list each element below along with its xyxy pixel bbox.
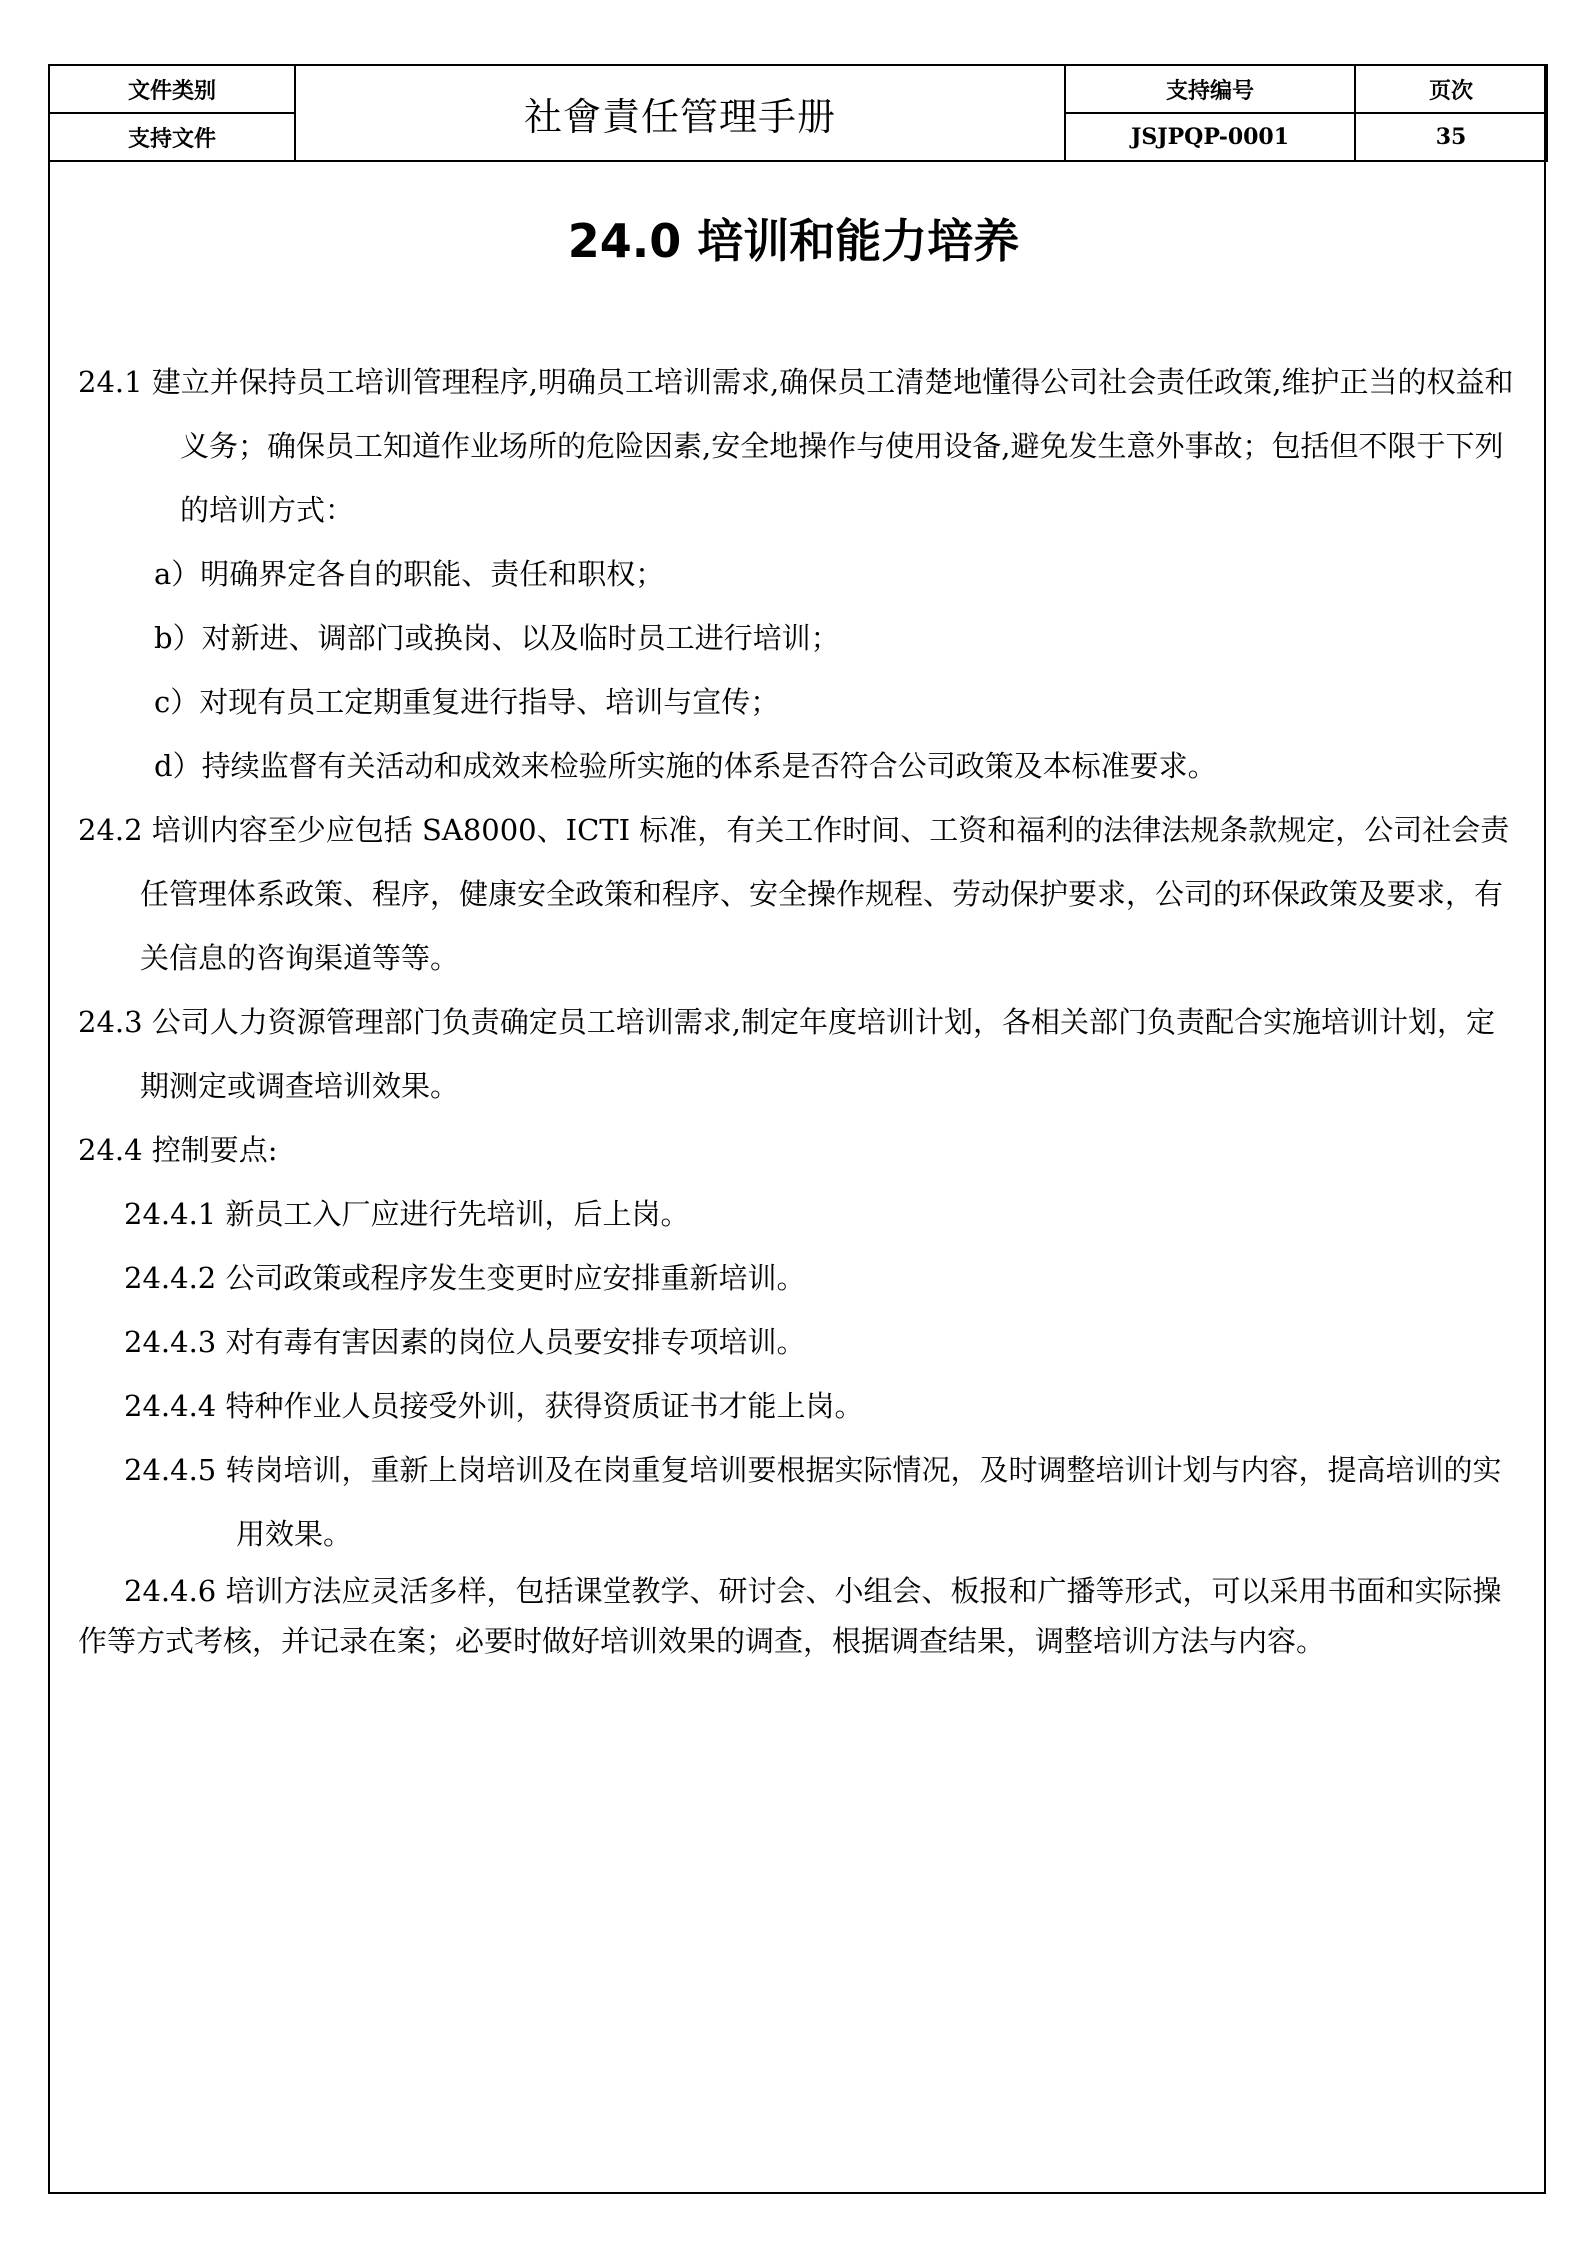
list-item-b: b）对新进、调部门或换岗、以及临时员工进行培训； — [154, 621, 840, 655]
paragraph-24-1: 24.1 建立并保持员工培训管理程序,明确员工培训需求,确保员工清楚地懂得公司社会责任政策,维护正当的权益和义务；确保员工知道作业场所的危险因素,安全地操作与使用设备,避免发生意外事故；包括但不限于下列的培训方式： — [78, 365, 1514, 527]
section-title: 24.0 培训和能力培养 — [567, 214, 1020, 268]
document-header-table — [48, 64, 1548, 162]
category-label: 文件类别 — [49, 65, 295, 113]
paragraph-24-2: 24.2 培训内容至少应包括 SA8000、ICTI 标准，有关工作时间、工资和福利的法律法规条款规定，公司社会责任管理体系政策、程序，健康安全政策和程序、安全操作规程、劳动保护要求，公司的环保政策及要求，有关信息的咨询渠道等等。 — [78, 813, 1510, 975]
paragraph-24-4-3: 24.4.3 对有毒有害因素的岗位人员要安排专项培训。 — [124, 1325, 806, 1359]
code-label: 支持编号 — [1065, 65, 1355, 113]
list-item-a: a）明确界定各自的职能、责任和职权； — [154, 557, 665, 591]
category-value: 支持文件 — [49, 113, 295, 161]
paragraph-24-4-5: 24.4.5 转岗培训，重新上岗培训及在岗重复培训要根据实际情况，及时调整培训计划与内容，提高培训的实用效果。 — [124, 1453, 1502, 1551]
list-item-c: c）对现有员工定期重复进行指导、培训与宣传； — [154, 685, 780, 719]
code-value: JSJPQP-0001 — [1065, 113, 1355, 161]
paragraph-24-4-1: 24.4.1 新员工入厂应进行先培训，后上岗。 — [124, 1197, 690, 1231]
paragraph-24-4-4: 24.4.4 特种作业人员接受外训，获得资质证书才能上岗。 — [124, 1389, 864, 1423]
paragraph-24-4: 24.4 控制要点: — [78, 1133, 278, 1167]
page-label: 页次 — [1355, 65, 1547, 113]
paragraph-24-4-2: 24.4.2 公司政策或程序发生变更时应安排重新培训。 — [124, 1261, 806, 1295]
paragraph-24-3: 24.3 公司人力资源管理部门负责确定员工培训需求,制定年度培训计划，各相关部门负责配合实施培训计划，定期测定或调查培训效果。 — [78, 1005, 1496, 1103]
paragraph-24-4-6: 24.4.6 培训方法应灵活多样，包括课堂教学、研讨会、小组会、板报和广播等形式，可以采用书面和实际操作等方式考核，并记录在案；必要时做好培训效果的调查，根据调查结果，调整培训方法与内容。 — [78, 1574, 1502, 1658]
manual-title: 社會責任管理手册 — [295, 65, 1065, 161]
document-body — [78, 350, 1518, 1666]
page-value: 35 — [1355, 113, 1547, 161]
list-item-d: d）持续监督有关活动和成效来检验所实施的体系是否符合公司政策及本标准要求。 — [154, 749, 1217, 783]
